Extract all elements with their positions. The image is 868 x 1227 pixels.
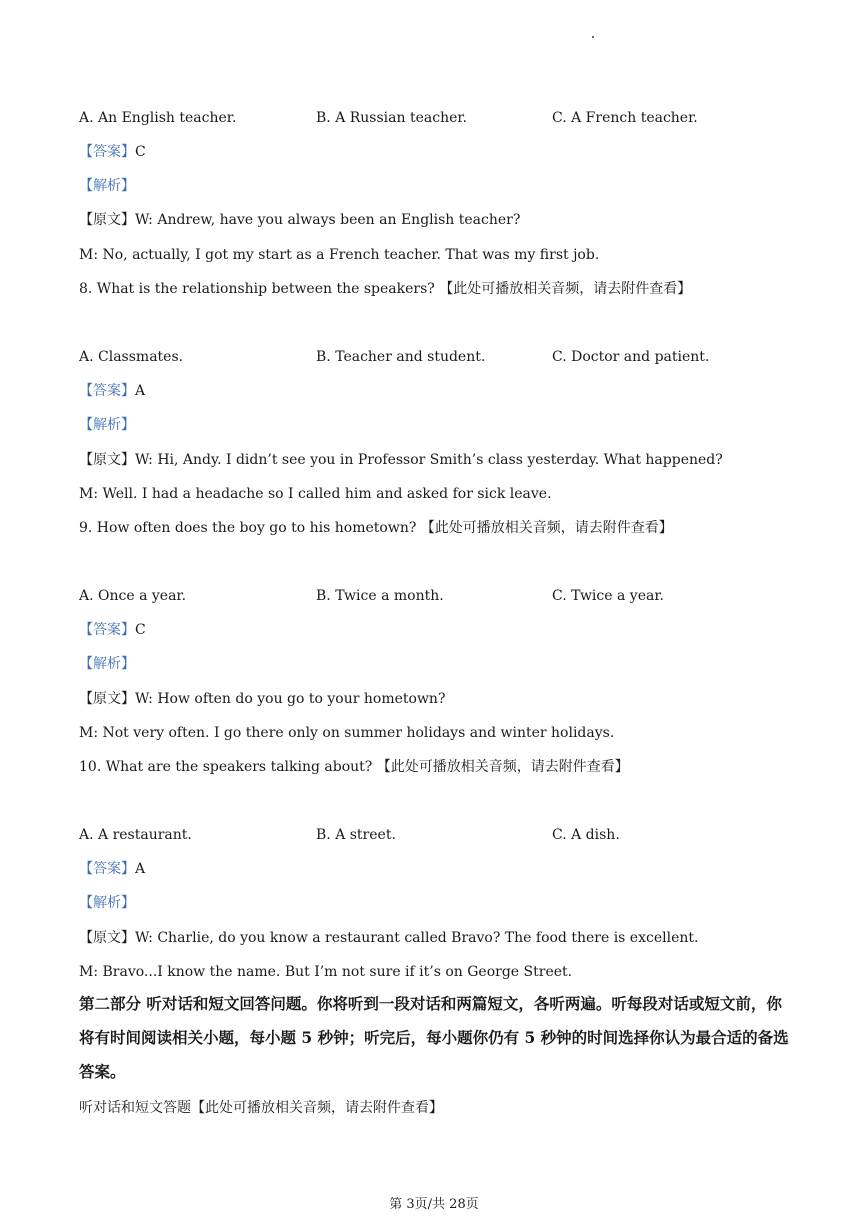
q10-analysis-tag: 【解析】	[79, 895, 135, 911]
answer-tag: 【答案】	[79, 861, 135, 877]
original-text: W: How often do you go to your hometown?	[135, 691, 446, 707]
stray-dot	[592, 36, 594, 38]
q9-option-b: B. Twice a month.	[316, 588, 444, 604]
q10-question: 10. What are the speakers talking about? 【此处可播放相关音频，请去附件查看】	[79, 759, 629, 775]
q9-reply: M: Not very often. I go there only on summer holidays and winter holidays.	[79, 725, 615, 741]
q9-question: 9. How often does the boy go to his hometown? 【此处可播放相关音频，请去附件查看】	[79, 520, 673, 536]
answer-value: C	[135, 144, 146, 160]
q8-answer	[79, 382, 145, 400]
q7-option-c: C. A French teacher.	[552, 110, 698, 126]
q8-original	[79, 451, 723, 469]
q7-option-b: B. A Russian teacher.	[316, 110, 467, 126]
original-tag: 【原文】	[79, 930, 135, 946]
original-text: W: Hi, Andy. I didn’t see you in Professor Smith’s class yesterday. What happened?	[135, 452, 723, 468]
answer-value: C	[135, 622, 146, 638]
q7-analysis-tag: 【解析】	[79, 178, 135, 194]
q10-reply: M: Bravo...I know the name. But I’m not sure if it’s on George Street.	[79, 964, 573, 980]
original-text: W: Charlie, do you know a restaurant called Bravo? The food there is excellent.	[135, 930, 699, 946]
q10-option-b: B. A street.	[316, 827, 396, 843]
q10-option-a: A. A restaurant.	[79, 827, 192, 843]
answer-tag: 【答案】	[79, 144, 135, 160]
q9-original	[79, 690, 445, 708]
answer-tag: 【答案】	[79, 622, 135, 638]
q10-answer	[79, 860, 145, 878]
q8-option-c: C. Doctor and patient.	[552, 349, 710, 365]
q8-analysis-tag: 【解析】	[79, 417, 135, 433]
answer-value: A	[135, 383, 146, 399]
q10-option-c: C. A dish.	[552, 827, 620, 843]
q7-answer	[79, 143, 146, 161]
page-footer: 第 3页/共 28页	[389, 1197, 479, 1212]
answer-tag: 【答案】	[79, 383, 135, 399]
original-tag: 【原文】	[79, 691, 135, 707]
q9-analysis-tag: 【解析】	[79, 656, 135, 672]
q9-option-a: A. Once a year.	[79, 588, 187, 604]
answer-value: A	[135, 861, 146, 877]
q7-original	[79, 211, 520, 229]
q8-question: 8. What is the relationship between the speakers? 【此处可播放相关音频，请去附件查看】	[79, 281, 692, 297]
q8-option-a: A. Classmates.	[79, 349, 184, 365]
q9-answer	[79, 621, 146, 639]
part2-note: 听对话和短文答题【此处可播放相关音频，请去附件查看】	[79, 1100, 443, 1116]
original-tag: 【原文】	[79, 212, 135, 228]
original-tag: 【原文】	[79, 452, 135, 468]
original-text: W: Andrew, have you always been an English teacher?	[135, 212, 521, 228]
q8-reply: M: Well. I had a headache so I called him and asked for sick leave.	[79, 486, 552, 502]
q8-option-b: B. Teacher and student.	[316, 349, 486, 365]
q9-option-c: C. Twice a year.	[552, 588, 664, 604]
part2-heading: 第二部分 听对话和短文回答问题。你将听到一段对话和两篇短文，各听两遍。听每段对话或短文前，你将有时间阅读相关小题，每小题 5 秒钟；听完后，每小题你仍有 5 秒钟的时间选择你认为最合适的备选答案。	[79, 994, 789, 1081]
q7-reply: M: No, actually, I got my start as a French teacher. That was my first job.	[79, 247, 600, 263]
q10-original	[79, 929, 698, 947]
q7-option-a: A. An English teacher.	[79, 110, 237, 126]
